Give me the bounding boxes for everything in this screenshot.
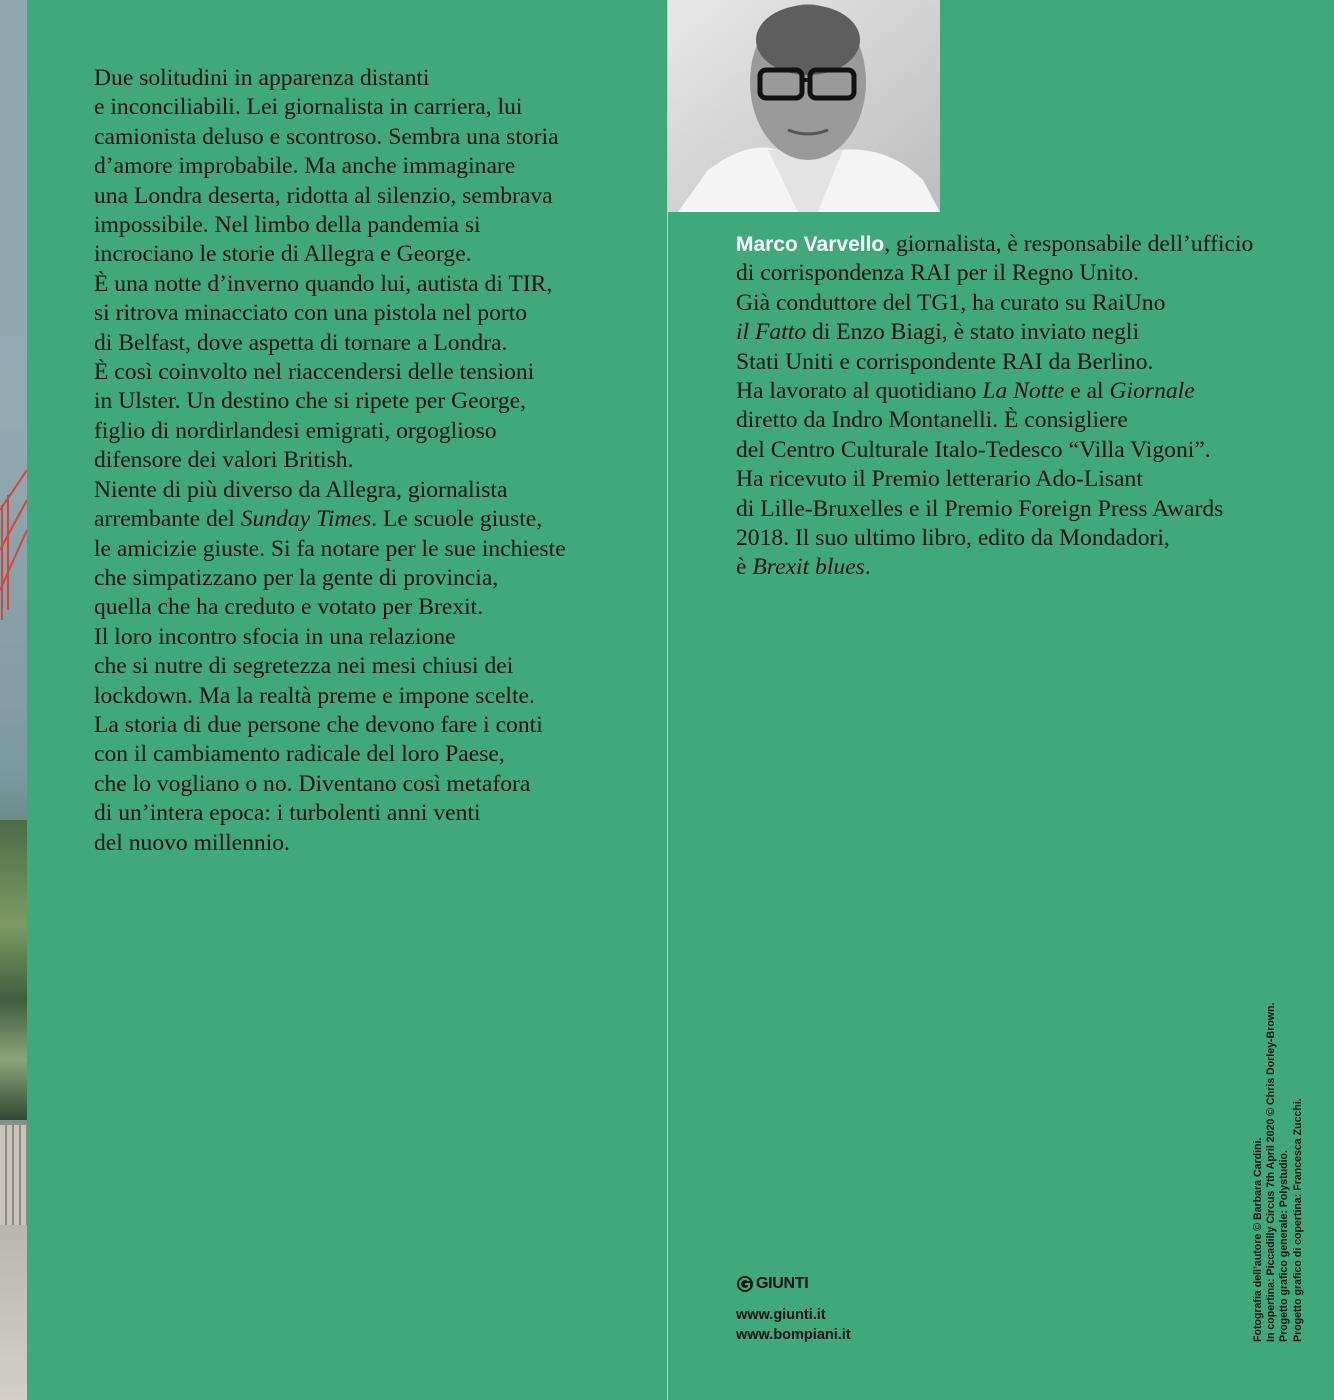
author-bio: Marco Varvello, giornalista, è responsabile dell’ufficio di corrispondenza RAI per il Regno Unito. Già conduttore del TG1, ha curato su RaiUno il Fatto di Enzo Biagi, è stato inviato negli Stati Uniti e corrispondente RAI da Berlino. Ha lavorato al quotidiano La Notte e al Giornale diretto da Indro Montanelli. È consigliere del Centro Culturale Italo-Tedesco “Villa Vigoni”. Ha ricevuto il Premio letterario Ado-Lisant di Lille-Bruxelles e il Premio Foreign Press Awards 2018. Il suo ultimo libro, edito da Mondadori, è Brexit blues.	[736, 231, 1254, 581]
website-link[interactable]: www.bompiani.it	[736, 1327, 851, 1343]
street-graphic	[0, 1225, 27, 1400]
author-photo	[668, 0, 940, 212]
billboard-graphic	[0, 820, 27, 1120]
website-link[interactable]: www.giunti.it	[736, 1307, 826, 1323]
building-graphic	[0, 1125, 27, 1225]
publisher-websites	[736, 1305, 851, 1345]
giunti-logo-icon	[736, 1275, 754, 1293]
credit-line: In copertina: Piccadilly Circus 7th April 2020 © Chris Dorley-Brown.	[1265, 1002, 1278, 1342]
publisher-logo	[736, 1275, 808, 1293]
synopsis-text: Due solitudini in apparenza distanti e inconciliabili. Lei giornalista in carriera, lui camionista deluso e scontroso. Sembra una storia d’amore improbabile. Ma anche immaginare una Londra deserta, ridotta al silenzio, sembrava impossibile. Nel limbo della pandemia si incrociano le storie di Allegra e George. È una notte d’inverno quando lui, autista di TIR, si ritrova minacciato con una pistola nel porto di Belfast, dove aspetta di tornare a Londra. È così coinvolto nel riaccendersi delle tensioni in Ulster. Un destino che si ripete per George, figlio di nordirlandesi emigrati, orgoglioso difensore dei valori British. Niente di più diverso da Allegra, giornalista arrembante del Sunday Times. Le scuole giuste, le amicizie giuste. Si fa notare per le sue inchieste che simpatizzano per la gente di provincia, quella che ha creduto e votato per Brexit. Il loro incontro sfocia in una relazione che si nutre di segretezza nei mesi chiusi dei lockdown. Ma la realtà preme e impone scelte. La storia di due persone che devono fare i conti con il cambiamento radicale del loro Paese, che lo vogliano o no. Diventano così metafora di un’intera epoca: i turbolenti anni venti del nuovo millennio.	[94, 65, 566, 856]
crane-graphic	[0, 470, 27, 630]
author-name: Marco Varvello	[736, 233, 885, 256]
credits-block	[1252, 1003, 1305, 1342]
credit-line: Progetto grafico di copertina: Francesca Zucchi.	[1291, 1098, 1304, 1342]
credit-line: Fotografia dell’autore © Barbara Cardini.	[1252, 1137, 1264, 1342]
credit-line: Progetto grafico generale: Polystudio.	[1278, 1150, 1291, 1342]
cover-photo-edge	[0, 0, 27, 1400]
publisher-brand: GIUNTI	[756, 1275, 809, 1292]
